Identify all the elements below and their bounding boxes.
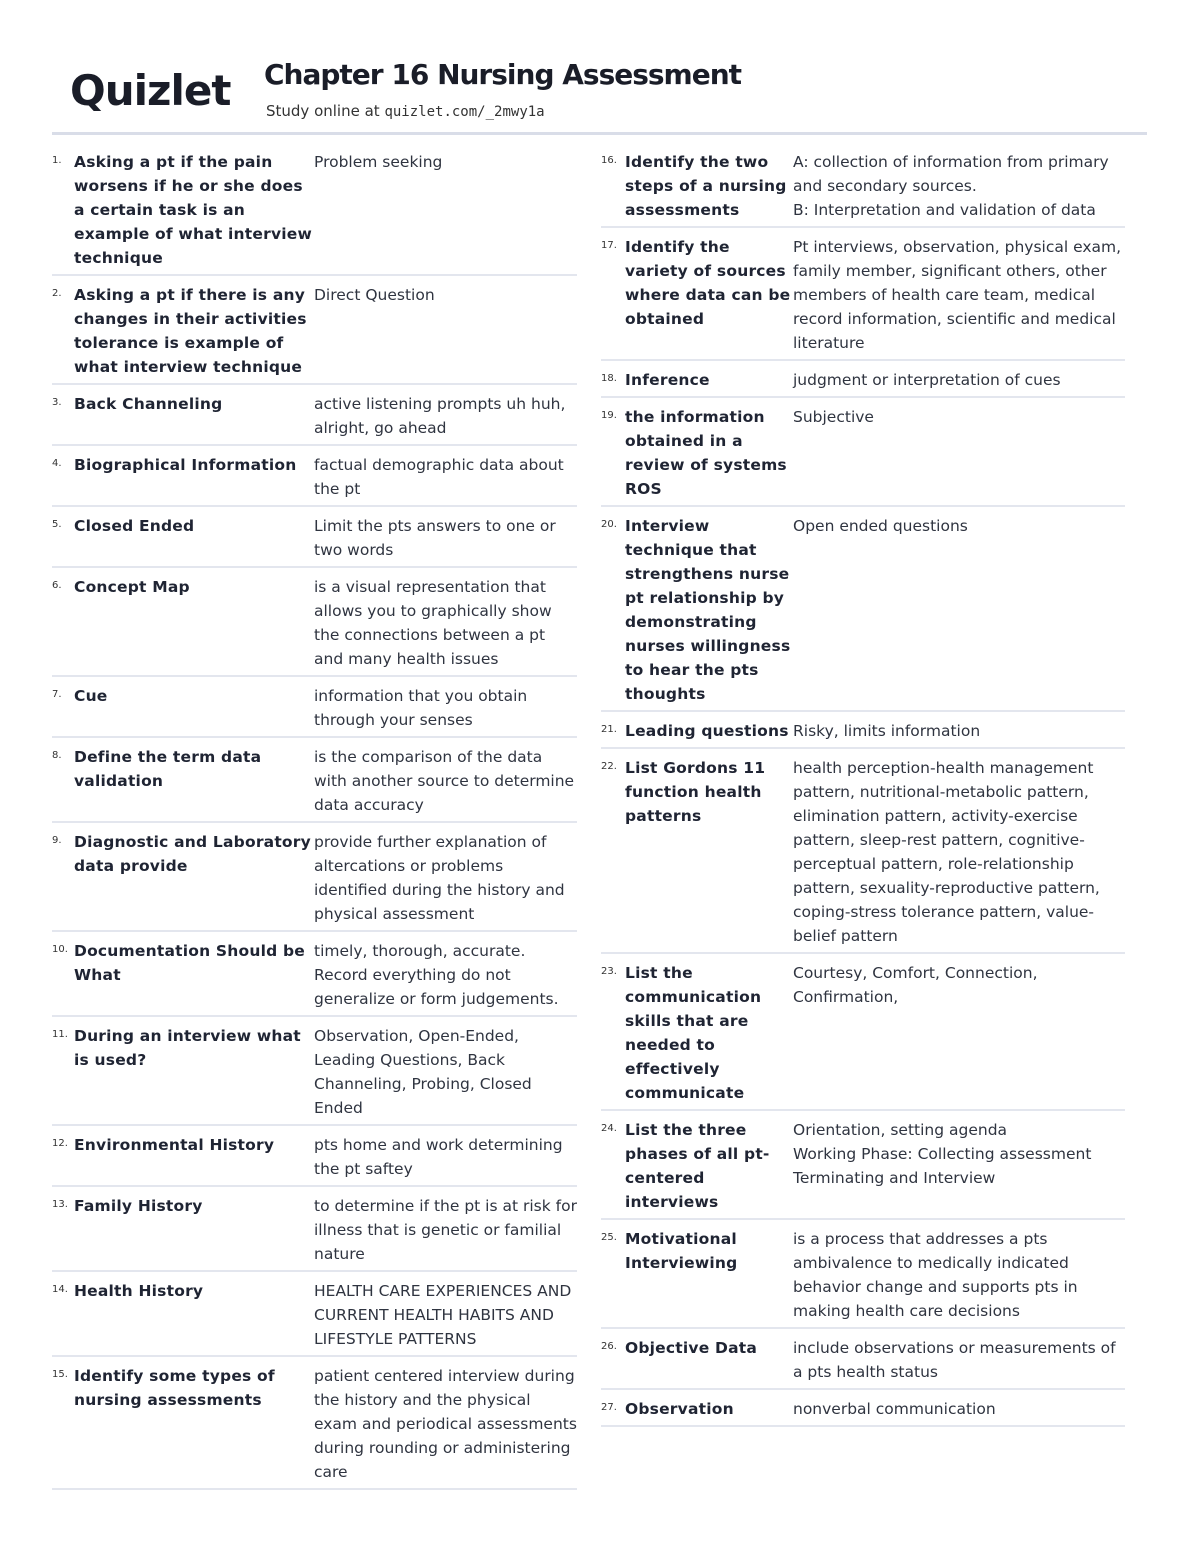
card-number: 20. (601, 519, 617, 530)
flashcard-row (601, 719, 1125, 749)
card-definition: Subjective (793, 408, 874, 426)
card-term: Leading questions (625, 722, 789, 740)
flashcard-row (601, 514, 1125, 712)
flashcard-row (52, 939, 577, 1017)
card-number: 27. (601, 1402, 617, 1413)
flashcard-row (52, 1133, 577, 1187)
flashcard-row (601, 756, 1125, 954)
card-term: Closed Ended (74, 517, 195, 535)
flashcard-row (52, 1364, 577, 1490)
left-column (52, 150, 577, 1497)
flashcard-row (52, 745, 577, 823)
card-term: Cue (74, 687, 108, 705)
flashcard-row (601, 235, 1125, 361)
card-number: 25. (601, 1232, 617, 1243)
card-number: 16. (601, 155, 617, 166)
card-definition: provide further explanation of altercations or problems identified during the history and physical assessment (314, 833, 565, 923)
card-number: 18. (601, 373, 617, 384)
card-definition: is a process that addresses a pts ambivalence to medically indicated behavior change and supports pts in making health care decisions (793, 1230, 1078, 1320)
card-definition: Pt interviews, observation, physical exam, family member, significant others, other members of health care team, medical record information, scientific and medical literature (793, 238, 1122, 352)
card-term: Identify some types of nursing assessments (74, 1367, 275, 1409)
card-number: 17. (601, 240, 617, 251)
card-definition: patient centered interview during the history and the physical exam and periodical assessments during rounding or administering care (314, 1367, 577, 1481)
card-number: 10. (52, 944, 68, 955)
card-number: 8. (52, 750, 62, 761)
card-term: Motivational Interviewing (625, 1230, 738, 1272)
flashcard-row (52, 1024, 577, 1126)
flashcard-row (601, 368, 1125, 398)
card-definition: Courtesy, Comfort, Connection, Confirmation, (793, 964, 1038, 1006)
flashcard-row (52, 150, 577, 276)
card-number: 19. (601, 410, 617, 421)
card-term: Family History (74, 1197, 203, 1215)
card-number: 13. (52, 1199, 68, 1210)
study-online-line (266, 102, 545, 120)
card-definition: information that you obtain through your senses (314, 687, 528, 729)
study-url[interactable]: quizlet.com/_2mwy1a (384, 104, 545, 120)
card-number: 4. (52, 458, 62, 469)
page-title: Chapter 16 Nursing Assessment (264, 58, 742, 91)
card-definition: is a visual representation that allows you to graphically show the connections between a pt and many health issues (314, 578, 552, 668)
flashcard-row (601, 150, 1125, 228)
card-number: 2. (52, 288, 62, 299)
card-term: Identify the variety of sources where data can be obtained (625, 238, 791, 328)
flashcard-row (601, 1336, 1125, 1390)
card-number: 6. (52, 580, 62, 591)
card-number: 22. (601, 761, 617, 772)
flashcard-row (601, 1397, 1125, 1427)
study-prefix: Study online at (266, 102, 385, 120)
card-definition: Risky, limits information (793, 722, 981, 740)
flashcard-row (601, 1227, 1125, 1329)
card-term: List the three phases of all pt-centered interviews (625, 1121, 770, 1211)
card-number: 9. (52, 835, 62, 846)
card-term: Diagnostic and Laboratory data provide (74, 833, 311, 875)
card-term: Inference (625, 371, 710, 389)
card-term: Asking a pt if the pain worsens if he or she does a certain task is an example of what interview technique (74, 153, 313, 267)
card-definition: timely, thorough, accurate. Record everything do not generalize or form judgements. (314, 942, 559, 1008)
card-term: Biographical Information (74, 456, 297, 474)
card-definition: active listening prompts uh huh, alright, go ahead (314, 395, 566, 437)
card-definition: Limit the pts answers to one or two words (314, 517, 556, 559)
card-number: 5. (52, 519, 62, 530)
card-number: 26. (601, 1341, 617, 1352)
card-term: Concept Map (74, 578, 190, 596)
card-definition: Observation, Open-Ended, Leading Questions, Back Channeling, Probing, Closed Ended (314, 1027, 532, 1117)
card-definition: health perception-health management pattern, nutritional-metabolic pattern, elimination pattern, activity-exercise pattern, sleep-rest pattern, cognitive-perceptual pattern, role-relationship pattern, sexuality-reproductive pattern, coping-stress tolerance pattern, value-belief pattern (793, 759, 1100, 945)
card-definition: include observations or measurements of a pts health status (793, 1339, 1116, 1381)
card-definition: A: collection of information from primary and secondary sources. B: Interpretation and validation of data (793, 153, 1109, 219)
flashcard-row (601, 1118, 1125, 1220)
card-definition: is the comparison of the data with another source to determine data accuracy (314, 748, 575, 814)
flashcard-row (52, 1279, 577, 1357)
card-term: Objective Data (625, 1339, 758, 1357)
card-term: Interview technique that strengthens nurse pt relationship by demonstrating nurses willingness to hear the pts thoughts (625, 517, 791, 703)
card-definition: Problem seeking (314, 153, 443, 171)
quizlet-logo: Quizlet (70, 66, 231, 115)
card-term: Define the term data validation (74, 748, 262, 790)
card-term: List Gordons 11 function health patterns (625, 759, 766, 825)
flashcard-row (52, 1194, 577, 1272)
card-definition: Orientation, setting agenda Working Phase: Collecting assessment Terminating and Interview (793, 1121, 1092, 1187)
card-term: Observation (625, 1400, 734, 1418)
card-term: During an interview what is used? (74, 1027, 301, 1069)
card-definition: to determine if the pt is at risk for illness that is genetic or familial nature (314, 1197, 577, 1263)
card-term: Health History (74, 1282, 204, 1300)
card-number: 12. (52, 1138, 68, 1149)
card-number: 21. (601, 724, 617, 735)
card-definition: Open ended questions (793, 517, 968, 535)
card-definition: nonverbal communication (793, 1400, 996, 1418)
flashcard-row (52, 684, 577, 738)
card-definition: judgment or interpretation of cues (793, 371, 1061, 389)
card-number: 11. (52, 1029, 68, 1040)
card-definition: pts home and work determining the pt saftey (314, 1136, 563, 1178)
card-term: the information obtained in a review of systems ROS (625, 408, 787, 498)
right-column (601, 150, 1125, 1434)
card-term: Identify the two steps of a nursing assessments (625, 153, 787, 219)
card-definition: HEALTH CARE EXPERIENCES AND CURRENT HEALTH HABITS AND LIFESTYLE PATTERNS (314, 1282, 572, 1348)
card-number: 1. (52, 155, 62, 166)
card-number: 24. (601, 1123, 617, 1134)
flashcard-row (601, 961, 1125, 1111)
card-term: Documentation Should be What (74, 942, 305, 984)
card-term: Environmental History (74, 1136, 275, 1154)
card-number: 15. (52, 1369, 68, 1380)
card-definition: Direct Question (314, 286, 435, 304)
card-number: 7. (52, 689, 62, 700)
flashcard-row (52, 830, 577, 932)
card-number: 23. (601, 966, 617, 977)
flashcard-row (52, 392, 577, 446)
card-term: List the communication skills that are needed to effectively communicate (625, 964, 762, 1102)
page-header (52, 52, 1147, 135)
flashcard-row (52, 453, 577, 507)
card-term: Asking a pt if there is any changes in their activities tolerance is example of what interview technique (74, 286, 307, 376)
flashcard-row (52, 514, 577, 568)
flashcard-row (52, 575, 577, 677)
card-number: 14. (52, 1284, 68, 1295)
card-definition: factual demographic data about the pt (314, 456, 564, 498)
card-number: 3. (52, 397, 62, 408)
flashcard-row (601, 405, 1125, 507)
flashcard-row (52, 283, 577, 385)
card-term: Back Channeling (74, 395, 223, 413)
